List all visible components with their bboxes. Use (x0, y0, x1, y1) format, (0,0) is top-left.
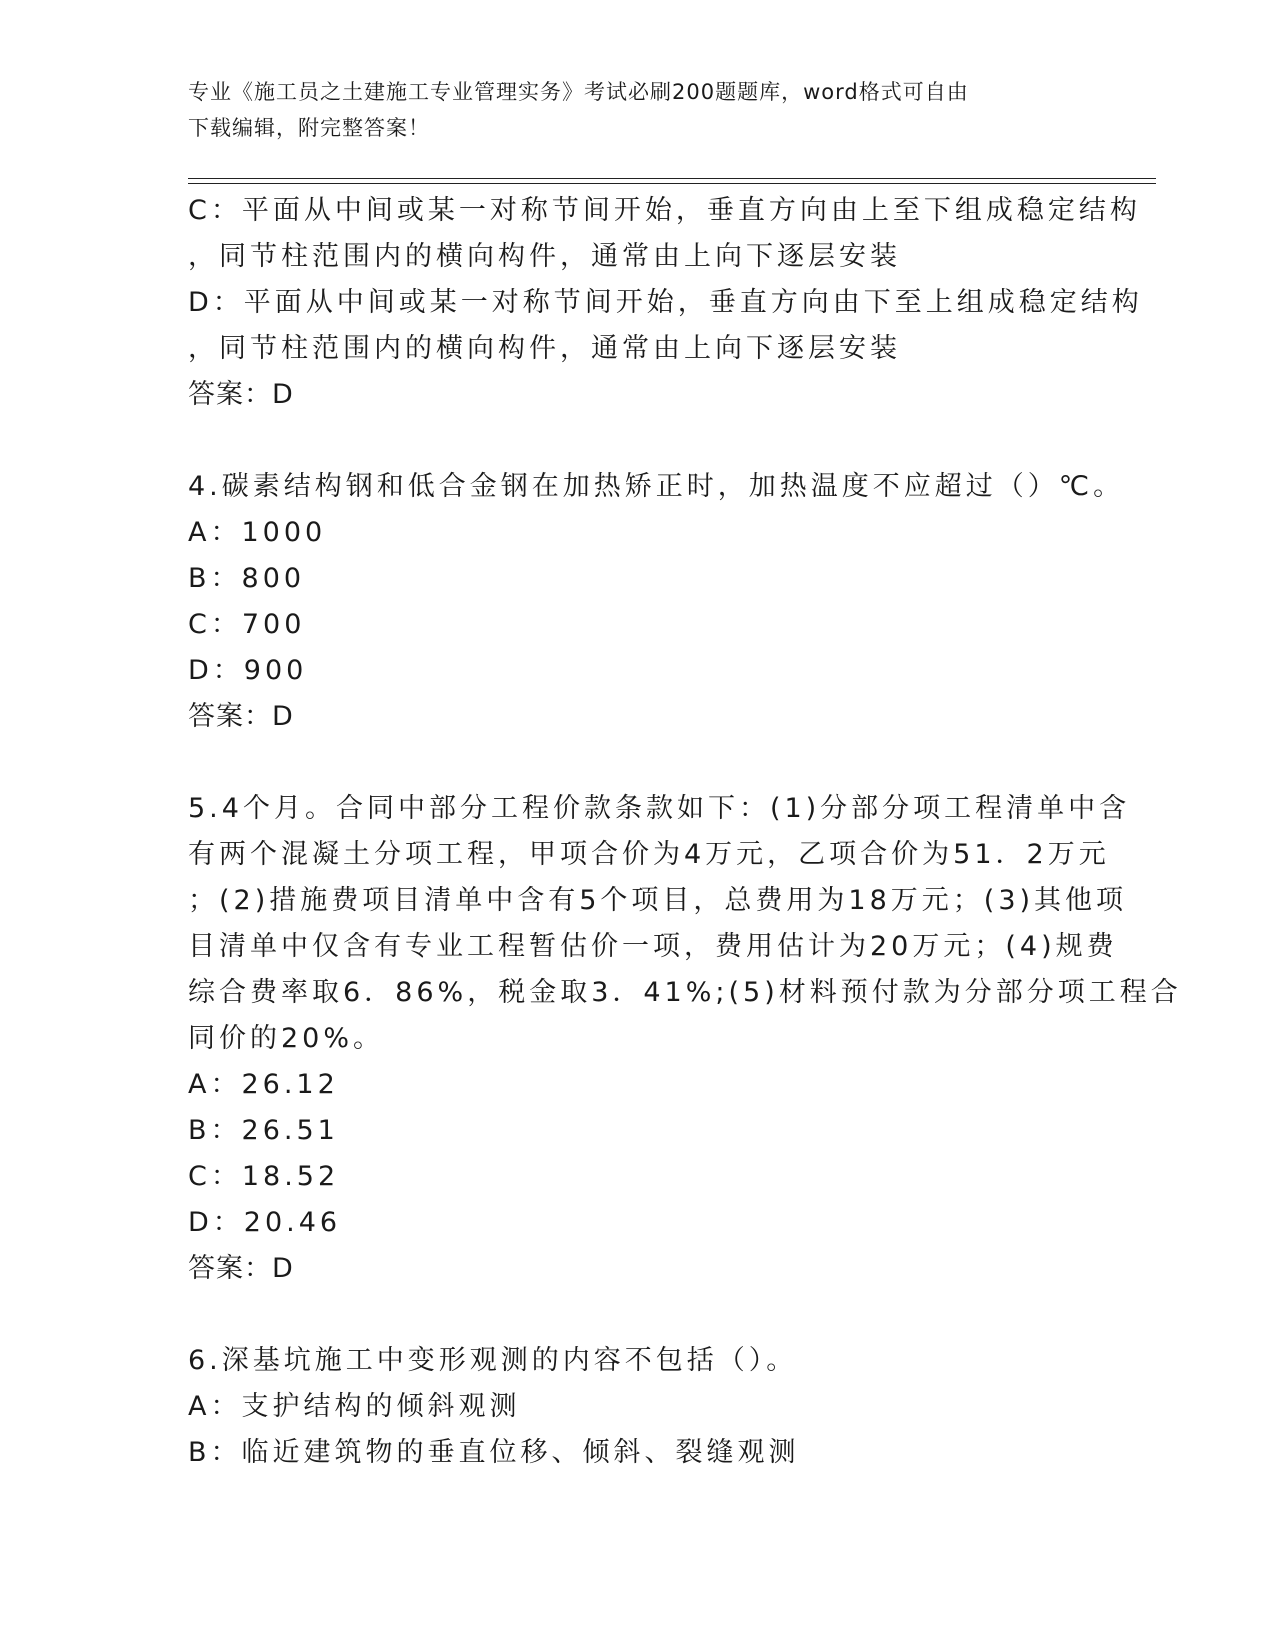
option-b: B：800 (188, 563, 306, 594)
question-3 (188, 188, 1143, 418)
option-b: B：26.51 (188, 1115, 339, 1146)
document-header (188, 74, 1068, 146)
option-b: B：临近建筑物的垂直位移、倾斜、裂缝观测 (188, 1437, 800, 1468)
question-5 (188, 786, 1182, 1292)
document-body (188, 188, 1182, 1476)
question-4 (188, 464, 1125, 740)
answer-3: 答案：D (188, 379, 294, 410)
header-line-2: 下载编辑，附完整答案！ (188, 116, 430, 140)
header-line-1: 专业《施工员之土建施工专业管理实务》考试必刷200题题库，word格式可自由 (188, 80, 969, 104)
option-a: A：支护结构的倾斜观测 (188, 1391, 521, 1422)
question-6-text: 6.深基坑施工中变形观测的内容不包括（）。 (188, 1345, 798, 1376)
question-5-line-3: ；(2)措施费项目清单中含有5个项目，总费用为18万元；(3)其他项 (188, 885, 1128, 916)
question-5-line-2: 有两个混凝土分项工程，甲项合价为4万元，乙项合价为51．2万元 (188, 839, 1110, 870)
option-d-line-2: ，同节柱范围内的横向构件，通常由上向下逐层安装 (188, 333, 901, 364)
question-5-line-4: 目清单中仅含有专业工程暂估价一项，费用估计为20万元；(4)规费 (188, 931, 1118, 962)
header-divider-top (188, 178, 1156, 179)
option-d: D：900 (188, 655, 308, 686)
question-5-line-5: 综合费率取6．86%，税金取3．41%;(5)材料预付款为分部分项工程合 (188, 977, 1182, 1008)
option-c: C：18.52 (188, 1161, 340, 1192)
header-divider-bottom (188, 183, 1156, 184)
question-4-text: 4.碳素结构钢和低合金钢在加热矫正时，加热温度不应超过（）℃。 (188, 471, 1125, 502)
option-c: C：700 (188, 609, 306, 640)
question-6 (188, 1338, 1088, 1476)
question-5-line-6: 同价的20%。 (188, 1023, 385, 1054)
spacer (188, 418, 1088, 464)
answer-5: 答案：D (188, 1253, 294, 1284)
option-c-line-2: ，同节柱范围内的横向构件，通常由上向下逐层安装 (188, 241, 901, 272)
question-5-line-1: 5.4个月。合同中部分工程价款条款如下：(1)分部分项工程清单中含 (188, 793, 1131, 824)
option-d: D：20.46 (188, 1207, 342, 1238)
option-c-line-1: C：平面从中间或某一对称节间开始，垂直方向由上至下组成稳定结构 (188, 195, 1141, 226)
answer-4: 答案：D (188, 701, 294, 732)
spacer (188, 740, 1088, 786)
option-a: A：1000 (188, 517, 327, 548)
spacer (188, 1292, 1088, 1338)
option-d-line-1: D：平面从中间或某一对称节间开始，垂直方向由下至上组成稳定结构 (188, 287, 1143, 318)
option-a: A：26.12 (188, 1069, 339, 1100)
